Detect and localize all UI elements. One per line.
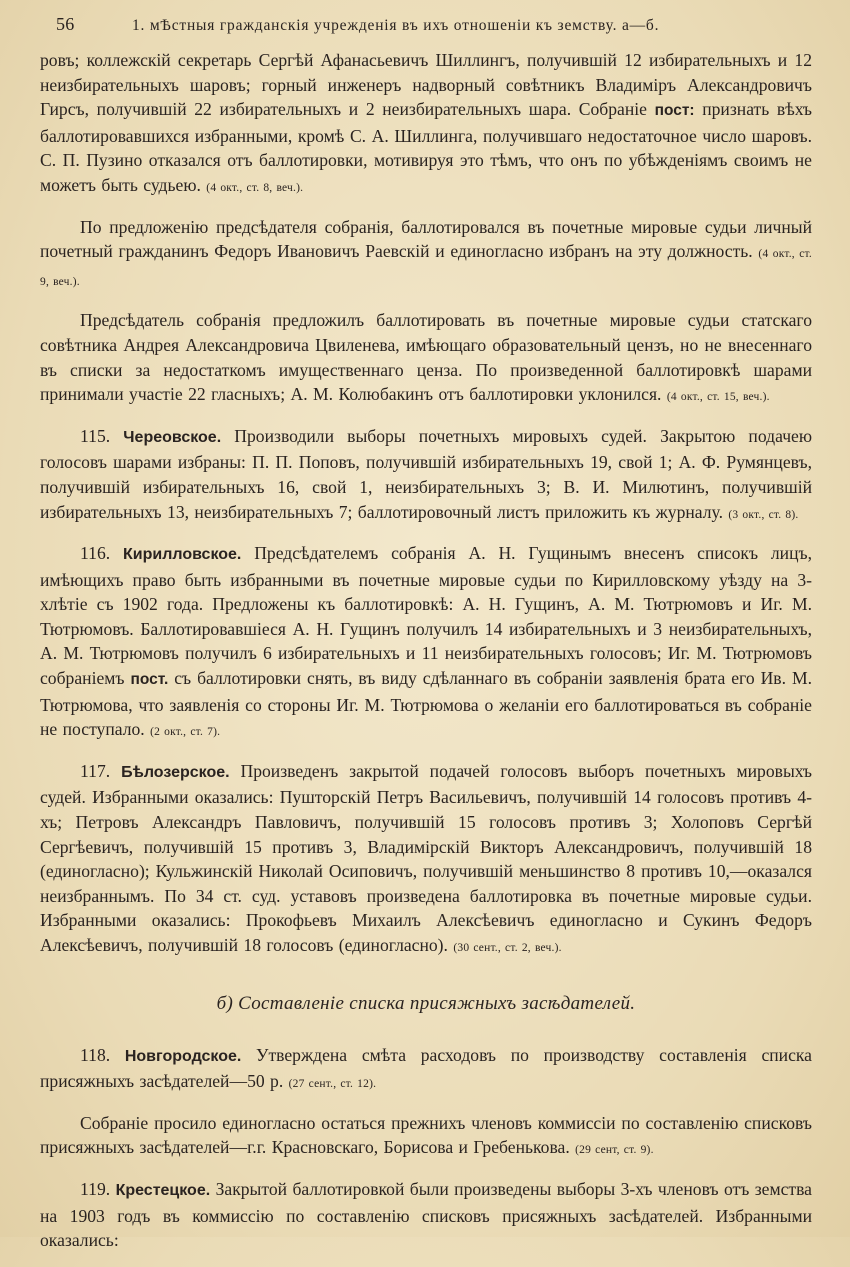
- paragraph-number: 116.: [80, 543, 111, 564]
- paragraph-number: 117.: [80, 760, 111, 781]
- district-name: Кирилловское.: [123, 546, 242, 564]
- resolution-word: пост.: [130, 671, 169, 689]
- paragraph-116: [40, 541, 812, 745]
- paragraph-text: признать вѣхъ баллотировавшихся избранными, кромѣ С. А. Шиллинга, получившаго недостаточное число шаровъ. С. П. Пузино отказался отъ баллотировки, мотивируя это тѣмъ, что онъ по убѣжденіямъ своимъ не можетъ быть судьею.: [40, 99, 812, 195]
- reference: (30 сент., ст. 2, веч.).: [453, 942, 562, 954]
- paragraph-118: [40, 1043, 812, 1097]
- paragraph-text: Закрытой баллотировкой были произведены выборы 3-хъ членовъ отъ земства на 1903 годъ въ коммиссію по составленію списковъ присяжныхъ засѣдателей. Избранными оказались:: [40, 1178, 812, 1251]
- district-name: Череовское.: [123, 428, 222, 446]
- paragraph-text: По предложенію предсѣдателя собранія, баллотировался въ почетные мировые судьи личный почетный гражданинъ Федоръ Ивановичъ Раевскій и единогласно избранъ на эту должность.: [40, 216, 812, 262]
- paragraph-continuation: [40, 48, 812, 201]
- district-name: Новгородское.: [124, 1047, 242, 1065]
- paragraph-text: Предсѣдатель собранія предложилъ баллотировать въ почетные мировые судьи статскаго совѣтника Андрея Александровича Цвиленева, имѣющаго образовательный цензъ, но не внесеннаго въ списки за недостаткомъ имущественнаго ценза. По произведенной баллотировкѣ шарами принимали участіе 22 гласныхъ; А. М. Колюбакинъ отъ баллотировки уклонился.: [40, 310, 812, 405]
- paragraph-text: Собраніе просило единогласно остаться прежнихъ членовъ коммиссіи по составленію списковъ присяжныхъ засѣдателей—г.г. Красновскаго, Борисова и Гребенькова.: [40, 1112, 812, 1158]
- district-name: Бѣлозерское.: [121, 763, 230, 781]
- paragraph-tsvilenev: [40, 308, 812, 409]
- paragraph-text: съ баллотировки снять, въ виду сдѣланнаго въ собраніи заявленія брата его Ив. М. Тютрюмова, что заявленія со стороны Иг. М. Тютрюмова о желаніи его баллотироваться въ собраніе не поступало.: [40, 668, 812, 740]
- paragraph-text: ровъ; коллежскій секретарь Сергѣй Афанасьевичъ Шиллингъ, получившій 12 избирательныхъ и 12 неизбирательныхъ шаровъ; горный инженеръ надворный совѣтникъ Владиміръ Александровичъ Гирсъ, получившій 22 избирательныхъ и 2 неизбирательныхъ шара. Собраніе: [40, 50, 812, 120]
- paragraph-115: [40, 424, 812, 527]
- paragraph-raevsky: [40, 215, 812, 295]
- document-page: [40, 14, 812, 1267]
- reference: (4 окт., ст. 15, веч.).: [666, 391, 770, 404]
- paragraph-text: Утверждена смѣта расходовъ по производству составленія списка присяжныхъ засѣдателей—50 р.: [40, 1044, 812, 1092]
- paragraph-117: [40, 759, 812, 961]
- paragraph-number: 115.: [80, 425, 111, 446]
- paragraph-118-commission: [40, 1111, 812, 1163]
- page-header: [40, 14, 812, 48]
- paragraph-119: [40, 1177, 812, 1253]
- running-head: 1. мѢстныя гражданскія учрежденія въ ихъ отношеніи къ земству. а—б.: [132, 17, 660, 34]
- reference: (4 окт., ст. 8, веч.).: [206, 181, 304, 194]
- resolution-word: пост:: [654, 102, 695, 120]
- page-number: 56: [56, 14, 75, 34]
- reference: (3 окт., ст. 8).: [728, 508, 799, 521]
- paragraph-text: Произведенъ закрытой подачей голосовъ выборъ почетныхъ мировыхъ судей. Избранными оказались: Пушторскій Петръ Васильевичъ, получившій 14 голосовъ противъ 4-хъ; Петровъ Александръ Павловичъ, получившій 15 голосовъ противъ 3; Холоповъ Сергѣй Сергѣевичъ, получившій 15 противъ 3, Владимірскій Викторъ Александровичъ, получившій 18 (единогласно); Кульжинскій Николай Осиповичъ, получившій меньшинство 8 противъ 10,—оказался неизбраннымъ. По 34 ст. суд. уставовъ произведена баллотировка въ почетные мировые судьи. Избранными оказались: Прокофьевъ Михаилъ Алексѣевичъ единогласно и Сукинъ Федоръ Алексѣевичъ, получившій 18 голосовъ (единогласно).: [40, 760, 812, 955]
- reference: (27 сент., ст. 12).: [288, 1078, 377, 1091]
- paragraph-number: 118.: [80, 1044, 111, 1065]
- district-name: Крестецкое.: [115, 1181, 211, 1199]
- reference: (2 окт., ст. 7).: [150, 726, 221, 739]
- section-title: б) Составленіе списка присяжныхъ засѣдателей.: [216, 992, 636, 1014]
- paragraph-number: 119.: [80, 1178, 111, 1199]
- paragraph-text: Производили выборы почетныхъ мировыхъ судей. Закрытою подачею голосовъ шарами избраны: П. П. Поповъ, получившій избирательныхъ 19, свой 1; А. Ф. Румянцевъ, получившій избирательныхъ 16, свой 1, неизбирательныхъ 3; В. И. Милютинъ, получившій избирательныхъ 13, неизбирательныхъ 7; баллотировочный листъ приложить къ журналу.: [40, 425, 812, 522]
- paragraph-text: Предсѣдателемъ собранія А. Н. Гущинымъ внесенъ списокъ лицъ, имѣющихъ право быть избранными въ почетные мировые судьи по Кирилловскому уѣзду на 3-хлѣтіе съ 1902 года. Предложены къ баллотировкѣ: А. Н. Гущинъ, А. М. Тютрюмовъ и Иг. М. Тютрюмовъ. Баллотировавшіеся А. Н. Гущинъ получилъ 14 избирательныхъ и 3 неизбирательныхъ, А. М. Тютрюмовъ получилъ 6 избирательныхъ и 11 неизбирательныхъ голосовъ; Иг. М. Тютрюмовъ собраніемъ: [40, 543, 812, 689]
- reference: (29 сент, ст. 9).: [575, 1144, 654, 1157]
- reference: (4 окт., ст. 9, веч.).: [40, 248, 812, 288]
